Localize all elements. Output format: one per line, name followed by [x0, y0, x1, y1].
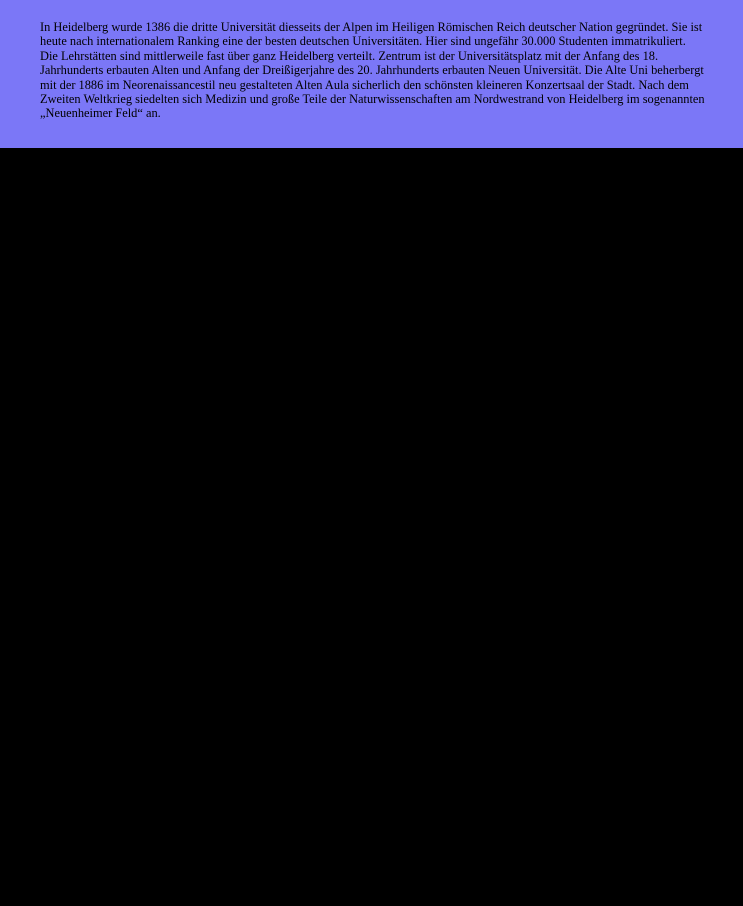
- text-panel: [0, 0, 743, 148]
- body-paragraph: In Heidelberg wurde 1386 die dritte Universität diesseits der Alpen im Heiligen Römischen Reich deutscher Nation gegründet. Sie ist heute nach internationalem Ranking eine der besten deutschen Universitäten. Hier sind ungefähr 30.000 Studenten immatrikuliert. Die Lehrstätten sind mittlerweile fast über ganz Heidelberg verteilt. Zentrum ist der Universitätsplatz mit der Anfang des 18. Jahrhunderts erbauten Alten und Anfang der Dreißigerjahre des 20. Jahrhunderts erbauten Neuen Universität. Die Alte Uni beherbergt mit der 1886 im Neorenaissancestil neu gestalteten Alten Aula sicherlich den schönsten kleineren Konzertsaal der Stadt. Nach dem Zweiten Weltkrieg siedelten sich Medizin und große Teile der Naturwissenschaften am Nordwestrand von Heidelberg im sogenannten „Neuenheimer Feld“ an.: [40, 20, 708, 121]
